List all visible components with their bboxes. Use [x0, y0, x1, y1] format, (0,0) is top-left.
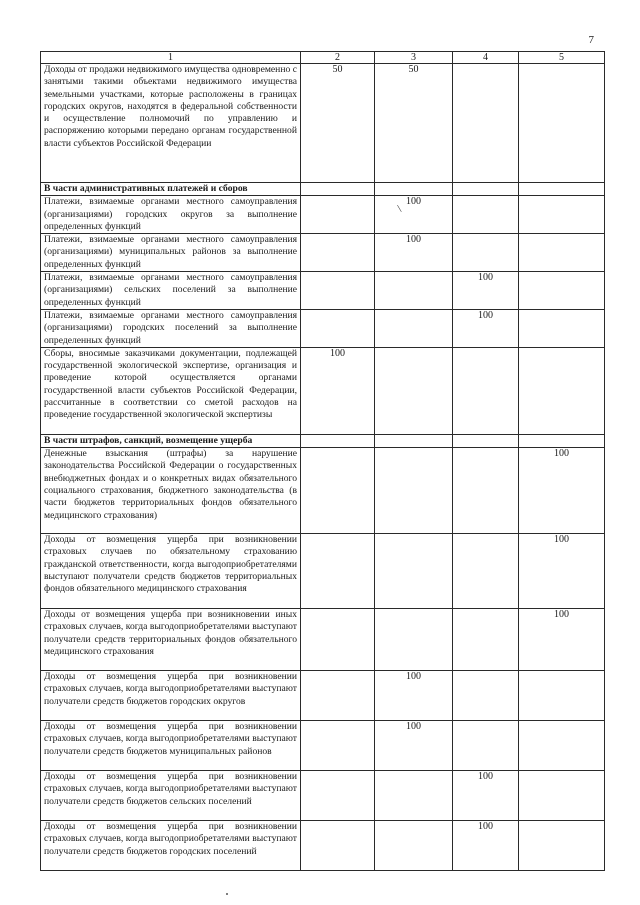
- column-header: 1: [41, 52, 301, 64]
- row-description: Денежные взыскания (штрафы) за нарушение законодательства Российской Федерации о государственных внебюджетных фондах и о конкретных видах обязательного социального страхования, бюджетного законодательства (в части бюджетов территориальных фондов обязательного медицинского страхования): [41, 448, 301, 534]
- value-cell: [453, 609, 519, 671]
- table-row: [41, 64, 605, 183]
- row-description: Платежи, взимаемые органами местного самоуправления (организациями) сельских поселений за выполнение определенных функций: [41, 272, 301, 310]
- value-cell: [519, 771, 605, 821]
- value-cell: 100: [301, 347, 375, 434]
- column-header: 2: [301, 52, 375, 64]
- row-description: Платежи, взимаемые органами местного самоуправления (организациями) городских поселений за выполнение определенных функций: [41, 309, 301, 347]
- value-cell: [453, 721, 519, 771]
- value-cell: 100: [453, 771, 519, 821]
- table-row: [41, 309, 605, 347]
- row-description: Сборы, вносимые заказчиками документации, подлежащей государственной экологической экспертизе, организация и проведение которой осуществляется органами государственной власти субъектов Российской Федерации, рассчитанные в соответствии со сметой расходов на проведение государственной экологической экспертизы: [41, 347, 301, 434]
- table-row: [41, 347, 605, 434]
- row-description: Доходы от возмещения ущерба при возникновении страховых случаев, когда выгодоприобретателями выступают получатели средств бюджетов сельских поселений: [41, 771, 301, 821]
- value-cell: [375, 309, 453, 347]
- row-description: Платежи, взимаемые органами местного самоуправления (организациями) городских округов за выполнение определенных функций: [41, 196, 301, 234]
- table-row: [41, 771, 605, 821]
- value-cell: 100: [375, 721, 453, 771]
- row-description: Доходы от продажи недвижимого имущества одновременно с занятыми такими объектами недвижимого имущества земельными участками, которые расположены в границах городских округов, находятся в федеральной собственности и осуществление полномочий по управлению и распоряжению которыми передано органам государственной власти субъектов Российской Федерации: [41, 64, 301, 183]
- budget-distribution-table: [40, 51, 605, 871]
- value-cell: 100: [453, 821, 519, 871]
- value-cell: [375, 609, 453, 671]
- row-description: Доходы от возмещения ущерба при возникновении страховых случаев по обязательному страхованию гражданской ответственности, когда выгодоприобретателями выступают получатели средств бюджетов территориальных фондов обязательного медицинского страхования: [41, 534, 301, 609]
- value-cell: [301, 721, 375, 771]
- value-cell: [519, 234, 605, 272]
- row-description: Платежи, взимаемые органами местного самоуправления (организациями) муниципальных районов за выполнение определенных функций: [41, 234, 301, 272]
- value-cell: [453, 64, 519, 183]
- value-cell: [375, 534, 453, 609]
- value-cell: [301, 448, 375, 534]
- empty-cell: [453, 434, 519, 447]
- value-cell: [301, 534, 375, 609]
- table-row: [41, 196, 605, 234]
- row-description: Доходы от возмещения ущерба при возникновении страховых случаев, когда выгодоприобретателями выступают получатели средств бюджетов городских поселений: [41, 821, 301, 871]
- table-row: [41, 234, 605, 272]
- value-cell: [301, 771, 375, 821]
- empty-cell: [301, 183, 375, 196]
- empty-cell: [519, 183, 605, 196]
- empty-cell: [375, 183, 453, 196]
- value-cell: [301, 234, 375, 272]
- value-cell: [453, 196, 519, 234]
- value-cell: [301, 309, 375, 347]
- value-cell: [301, 671, 375, 721]
- value-cell: 100: [453, 272, 519, 310]
- column-header: 4: [453, 52, 519, 64]
- empty-cell: [519, 434, 605, 447]
- row-description: Доходы от возмещения ущерба при возникновении иных страховых случаев, когда выгодоприобретателями выступают получатели средств территориальных фондов обязательного медицинского страхования: [41, 609, 301, 671]
- table-row: [41, 821, 605, 871]
- value-cell: 50: [301, 64, 375, 183]
- value-cell: [375, 821, 453, 871]
- table-row: [41, 721, 605, 771]
- table-row: [41, 272, 605, 310]
- value-cell: [301, 196, 375, 234]
- value-cell: [375, 771, 453, 821]
- empty-cell: [453, 183, 519, 196]
- value-cell: [453, 671, 519, 721]
- value-cell: [453, 234, 519, 272]
- scan-speck: [226, 893, 228, 895]
- value-cell: [375, 272, 453, 310]
- value-cell: [375, 347, 453, 434]
- table-row: [41, 609, 605, 671]
- value-cell: [519, 196, 605, 234]
- table-row: [41, 448, 605, 534]
- row-description: Доходы от возмещения ущерба при возникновении страховых случаев, когда выгодоприобретателями выступают получатели средств бюджетов городских округов: [41, 671, 301, 721]
- value-cell: [519, 821, 605, 871]
- header-row: [41, 52, 605, 64]
- section-heading: В части штрафов, санкций, возмещение ущерба: [41, 434, 301, 447]
- column-header: 3: [375, 52, 453, 64]
- value-cell: 100: [375, 671, 453, 721]
- value-cell: [519, 721, 605, 771]
- value-cell: 100: [375, 234, 453, 272]
- value-cell: [519, 64, 605, 183]
- value-cell: [519, 671, 605, 721]
- value-cell: [519, 347, 605, 434]
- value-cell: 100: [519, 534, 605, 609]
- empty-cell: [301, 434, 375, 447]
- value-cell: [453, 534, 519, 609]
- value-cell: [301, 821, 375, 871]
- value-cell: 100: [519, 609, 605, 671]
- value-cell: [453, 347, 519, 434]
- column-header: 5: [519, 52, 605, 64]
- table-row: [41, 671, 605, 721]
- value-cell: [375, 448, 453, 534]
- value-cell: 100: [453, 309, 519, 347]
- section-heading: В части административных платежей и сборов: [41, 183, 301, 196]
- value-cell: 100: [519, 448, 605, 534]
- value-cell: 50: [375, 64, 453, 183]
- value-cell: [301, 609, 375, 671]
- value-cell: [301, 272, 375, 310]
- page-number: 7: [588, 34, 594, 46]
- value-cell: [519, 309, 605, 347]
- empty-cell: [375, 434, 453, 447]
- section-heading-row: [41, 434, 605, 447]
- value-cell: [519, 272, 605, 310]
- row-description: Доходы от возмещения ущерба при возникновении страховых случаев, когда выгодоприобретателями выступают получатели средств бюджетов муниципальных районов: [41, 721, 301, 771]
- value-cell: [453, 448, 519, 534]
- section-heading-row: [41, 183, 605, 196]
- value-cell: 100: [375, 196, 453, 234]
- pen-tick-mark: \: [396, 202, 403, 216]
- table-row: [41, 534, 605, 609]
